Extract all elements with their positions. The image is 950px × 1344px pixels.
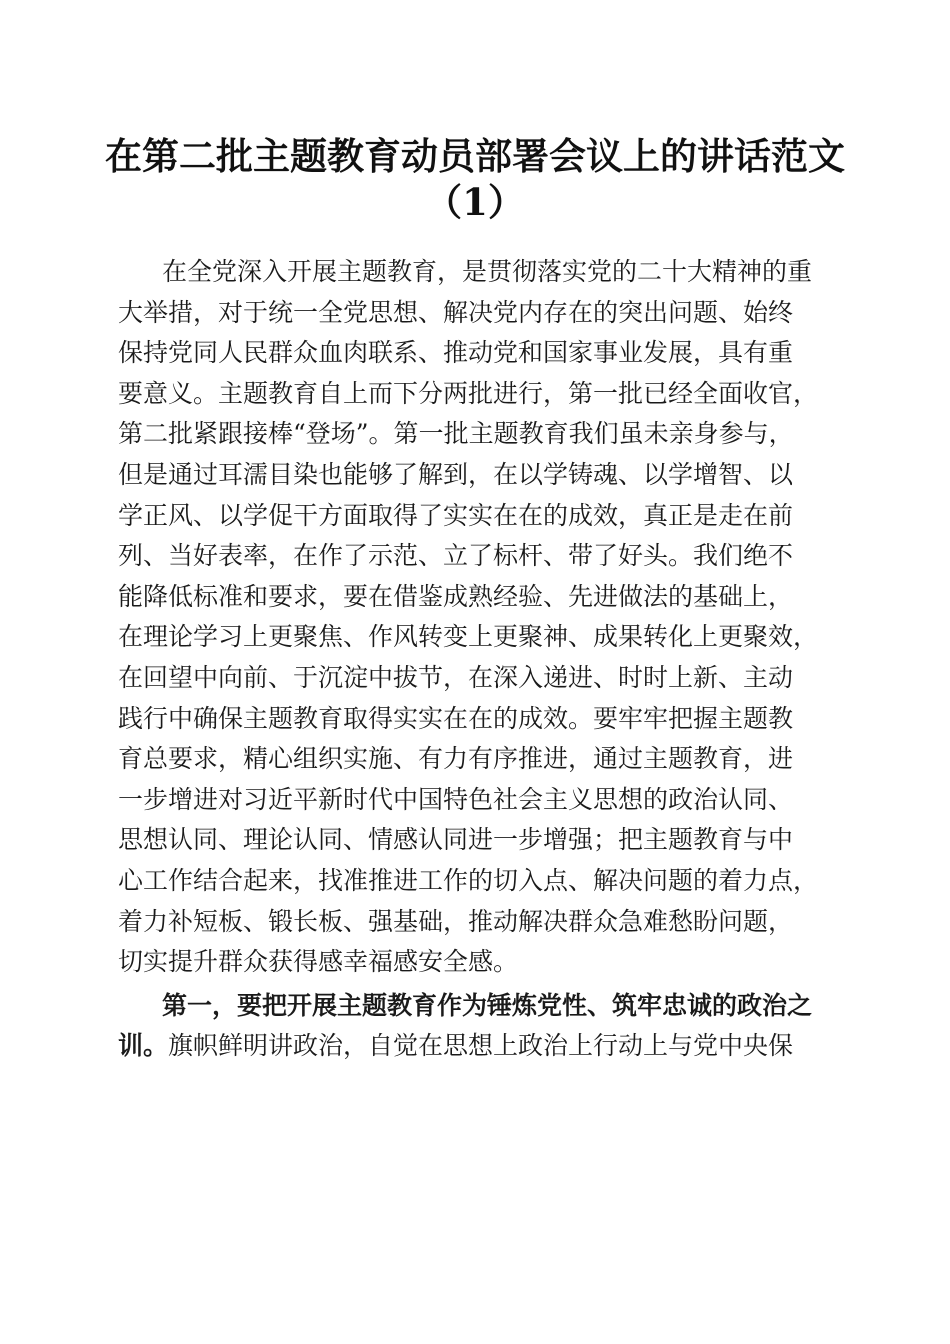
paragraph-1 bbox=[118, 252, 830, 983]
paragraph-line: 育总要求，精心组织实施、有力有序推进，通过主题教育，进 bbox=[118, 744, 794, 774]
paragraph-line: 在回望中向前、于沉淀中拔节，在深入递进、时时上新、主动 bbox=[118, 662, 794, 692]
paragraph-line: 学正风、以学促干方面取得了实实在在的成效，真正是走在前 bbox=[118, 500, 794, 530]
paragraph-line: 践行中确保主题教育取得实实在在的成效。要牢牢把握主题教 bbox=[118, 703, 794, 733]
paragraph-line bbox=[118, 1026, 830, 1067]
section-heading-end: 训。 bbox=[118, 1031, 169, 1061]
paragraph-line-text: 旗帜鲜明讲政治，自觉在思想上政治上行动上与党中央保 bbox=[168, 1031, 794, 1061]
paragraph-line: 第二批紧跟接棒“登场”。第一批主题教育我们虽未亲身参与， bbox=[118, 419, 794, 449]
paragraph-line: 保持党同人民群众血肉联系、推动党和国家事业发展，具有重 bbox=[118, 338, 794, 368]
paragraph-line: 一步增进对习近平新时代中国特色社会主义思想的政治认同、 bbox=[118, 784, 794, 814]
title-line-2: （1） bbox=[425, 180, 525, 224]
paragraph-line: 在理论学习上更聚焦、作风转变上更聚神、成果转化上更聚效， bbox=[118, 622, 819, 652]
document-body bbox=[118, 252, 830, 1067]
document-title bbox=[100, 133, 850, 225]
title-line-1: 在第二批主题教育动员部署会议上的讲话范文 bbox=[105, 134, 845, 178]
section-heading-line: 第一，要把开展主题教育作为锤炼党性、筑牢忠诚的政治之 bbox=[162, 990, 813, 1020]
paragraph-line: 但是通过耳濡目染也能够了解到，在以学铸魂、以学增智、以 bbox=[118, 459, 794, 489]
paragraph-line: 列、当好表率，在作了示范、立了标杆、带了好头。我们绝不 bbox=[118, 541, 794, 571]
paragraph-line: 要意义。主题教育自上而下分两批进行，第一批已经全面收官， bbox=[118, 378, 819, 408]
paragraph-line: 着力补短板、锻长板、强基础，推动解决群众急难愁盼问题， bbox=[118, 906, 794, 936]
paragraph-line: 能降低标准和要求，要在借鉴成熟经验、先进做法的基础上， bbox=[118, 581, 794, 611]
paragraph-2 bbox=[118, 986, 830, 1067]
paragraph-line: 思想认同、理论认同、情感认同进一步增强；把主题教育与中 bbox=[118, 825, 794, 855]
paragraph-line: 心工作结合起来，找准推进工作的切入点、解决问题的着力点， bbox=[118, 865, 819, 895]
paragraph-line: 切实提升群众获得感幸福感安全感。 bbox=[118, 947, 519, 977]
paragraph-line: 在全党深入开展主题教育，是贯彻落实党的二十大精神的重 bbox=[162, 257, 813, 286]
paragraph-line: 大举措，对于统一全党思想、解决党内存在的突出问题、始终 bbox=[118, 297, 794, 327]
